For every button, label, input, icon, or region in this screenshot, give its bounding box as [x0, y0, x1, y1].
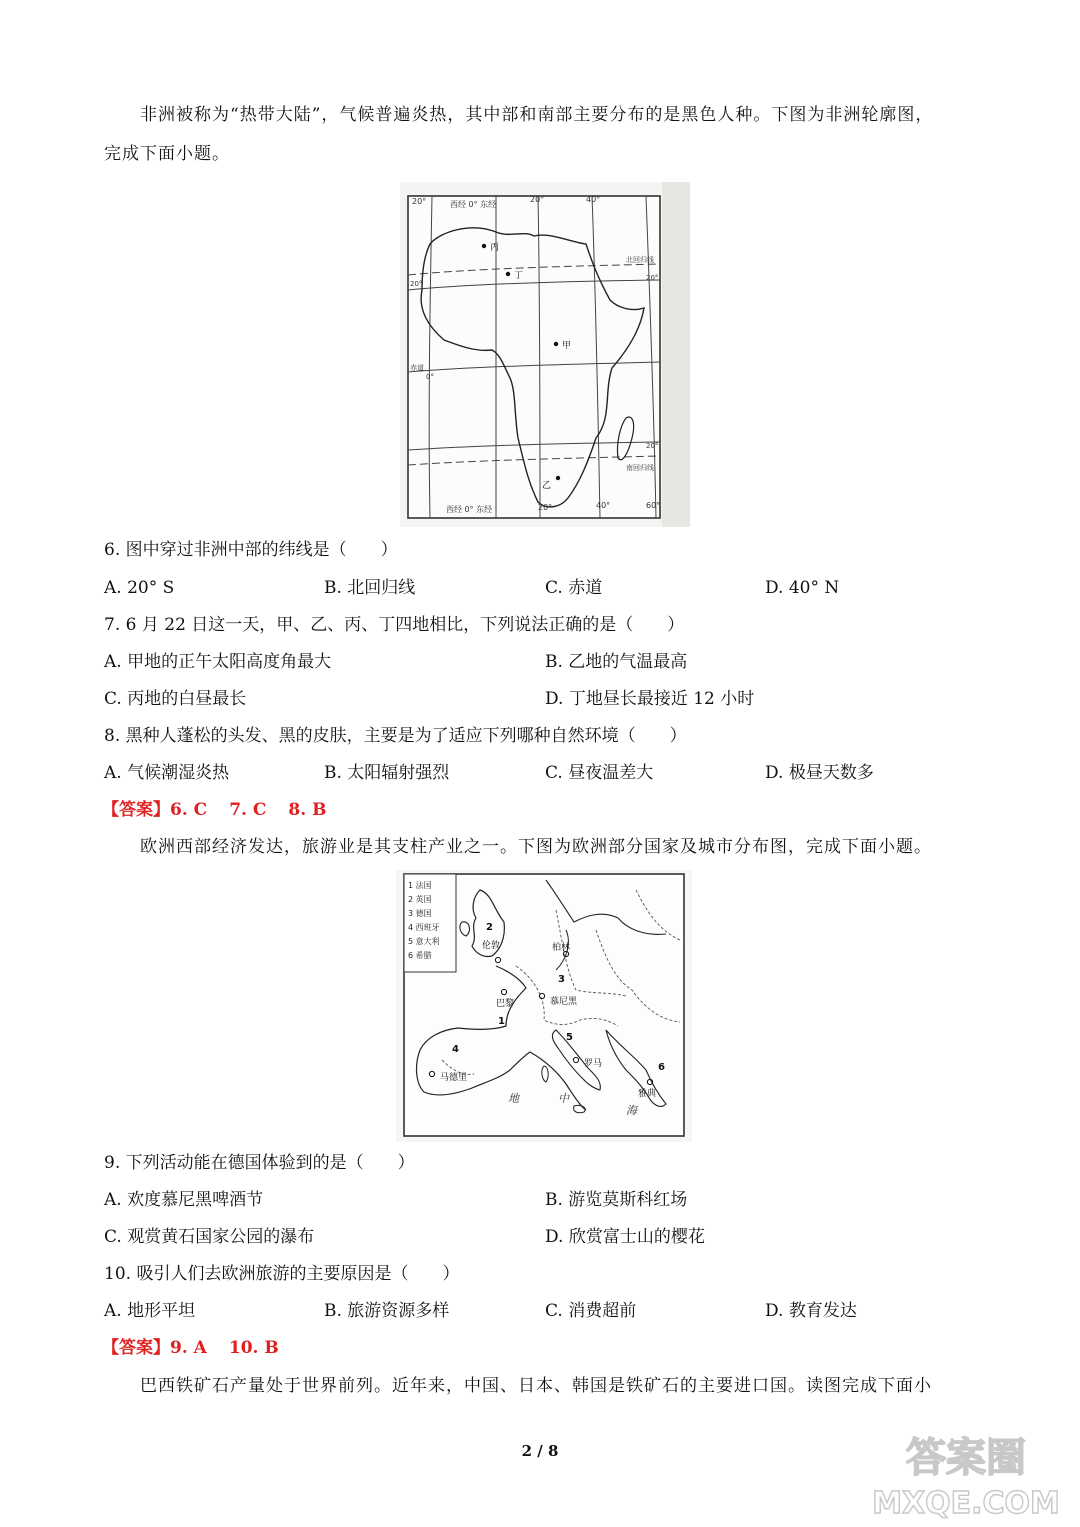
africa-bottom-label: 西经 0° 东经 [446, 505, 493, 514]
place-ding-dot [506, 272, 510, 276]
q7-option-b: B. 乙地的气温最高 [545, 652, 688, 672]
watermark-url: MXQE.COM [872, 1486, 1060, 1521]
europe-map-figure [396, 870, 692, 1142]
africa-tropic-s: 南回归线 [626, 464, 654, 472]
q10-option-b: B. 旅游资源多样 [324, 1301, 450, 1321]
place-jia-label: 甲 [562, 341, 572, 351]
africa-tropic-n: 北回归线 [626, 256, 654, 264]
answer-block-2 [102, 1336, 301, 1360]
watermark-text: 答案圈 [906, 1435, 1026, 1481]
country-number: 5 [566, 1032, 573, 1043]
city-athens: 雅典 [638, 1089, 657, 1099]
place-jia-dot [554, 342, 558, 346]
question-9-stem: 9. 下列活动能在德国体验到的是（ ） [104, 1153, 415, 1173]
country-number: 2 [486, 922, 493, 933]
answer-item: 9. A [170, 1338, 207, 1358]
africa-lon-20: 20° [530, 195, 545, 204]
q7-option-d: D. 丁地昼长最接近 12 小时 [545, 689, 755, 709]
africa-lon-20-bottom: 20° [538, 503, 553, 512]
place-bing-dot [482, 244, 486, 248]
question-7-stem: 7. 6 月 22 日这一天，甲、乙、丙、丁四地相比，下列说法正确的是（ ） [104, 615, 685, 635]
africa-lat-20n: 20° [646, 274, 659, 282]
q6-option-b: B. 北回归线 [324, 578, 416, 598]
q8-option-b: B. 太阳辐射强烈 [324, 763, 450, 783]
q9-option-d: D. 欣赏富士山的樱花 [545, 1227, 705, 1247]
sea-label: 海 [626, 1104, 637, 1117]
legend-item: 1 法国 [408, 881, 432, 890]
question-10-stem: 10. 吸引人们去欧洲旅游的主要原因是（ ） [104, 1264, 460, 1284]
africa-lon-40-bottom: 40° [596, 501, 611, 510]
africa-map-figure [400, 182, 690, 527]
answer-item: 7. C [229, 800, 267, 820]
legend-item: 5 意大利 [408, 937, 440, 946]
sea-label: 中 [558, 1092, 569, 1105]
country-number: 1 [498, 1016, 505, 1027]
q7-option-c: C. 丙地的白昼最长 [104, 689, 247, 709]
place-bing-label: 丙 [490, 243, 500, 253]
watermark-logo [866, 1425, 1066, 1521]
africa-lat-20n-left: 20° [410, 280, 423, 288]
sea-label: 地 [508, 1092, 519, 1105]
brazil-intro: 巴西铁矿石产量处于世界前列。近年来，中国、日本、韩国是铁矿石的主要进口国。读图完成下面小 [140, 1376, 932, 1396]
africa-top-label: 西经 0° 东经 [450, 200, 497, 209]
answer-item: 10. B [228, 1338, 279, 1358]
question-8-stem: 8. 黑种人蓬松的头发、黑的皮肤，主要是为了适应下列哪种自然环境（ ） [104, 726, 687, 746]
legend-item: 6 希腊 [408, 951, 432, 960]
africa-lon-60: 60° [646, 501, 661, 510]
page-number: 2 / 8 [521, 1442, 559, 1460]
africa-intro-line2: 完成下面小题。 [104, 144, 230, 164]
q10-option-c: C. 消费超前 [545, 1301, 637, 1321]
africa-lon-w20: 20° [412, 197, 427, 206]
q10-option-d: D. 教育发达 [765, 1301, 857, 1321]
city-berlin: 柏林 [552, 943, 571, 953]
country-number: 3 [558, 974, 565, 985]
legend-item: 4 西班牙 [408, 923, 440, 932]
place-yi-label: 乙 [542, 481, 552, 491]
legend-item: 2 英国 [408, 895, 432, 904]
q8-option-d: D. 极昼天数多 [765, 763, 874, 783]
answer-label: 【答案】 [102, 800, 170, 820]
africa-equator-deg: 0° [426, 373, 434, 381]
q9-option-c: C. 观赏黄石国家公园的瀑布 [104, 1227, 315, 1247]
africa-intro-line1: 非洲被称为“热带大陆”，气候普遍炎热，其中部和南部主要分布的是黑色人种。下图为非洲轮廓图， [140, 105, 934, 125]
q8-option-c: C. 昼夜温差大 [545, 763, 654, 783]
answer-item: 6. C [170, 800, 208, 820]
q9-option-b: B. 游览莫斯科红场 [545, 1190, 688, 1210]
africa-lat-20s: 20° [646, 442, 659, 450]
q8-option-a: A. 气候潮湿炎热 [104, 763, 230, 783]
q6-option-a: A. 20° S [104, 578, 175, 598]
place-yi-dot [556, 476, 560, 480]
city-madrid: 马德里 [440, 1073, 468, 1083]
answer-block-1 [102, 798, 348, 822]
q9-option-a: A. 欢度慕尼黑啤酒节 [104, 1190, 264, 1210]
q7-option-a: A. 甲地的正午太阳高度角最大 [104, 652, 332, 672]
africa-lon-40: 40° [586, 195, 601, 204]
question-6-stem: 6. 图中穿过非洲中部的纬线是（ ） [104, 540, 398, 560]
africa-equator: 赤道 [410, 364, 424, 372]
city-munich: 慕尼黑 [550, 997, 578, 1007]
country-number: 6 [658, 1062, 665, 1073]
answer-label: 【答案】 [102, 1338, 170, 1358]
q6-option-c: C. 赤道 [545, 578, 603, 598]
city-london: 伦敦 [482, 941, 501, 951]
answer-item: 8. B [288, 800, 327, 820]
country-number: 4 [452, 1044, 459, 1055]
place-ding-label: 丁 [514, 271, 524, 281]
legend-item: 3 德国 [408, 909, 432, 918]
europe-intro: 欧洲西部经济发达，旅游业是其支柱产业之一。下图为欧洲部分国家及城市分布图，完成下面小题。 [140, 837, 932, 857]
q10-option-a: A. 地形平坦 [104, 1301, 196, 1321]
q6-option-d: D. 40° N [765, 578, 840, 598]
city-paris: 巴黎 [496, 999, 515, 1009]
city-rome: 罗马 [584, 1059, 603, 1069]
